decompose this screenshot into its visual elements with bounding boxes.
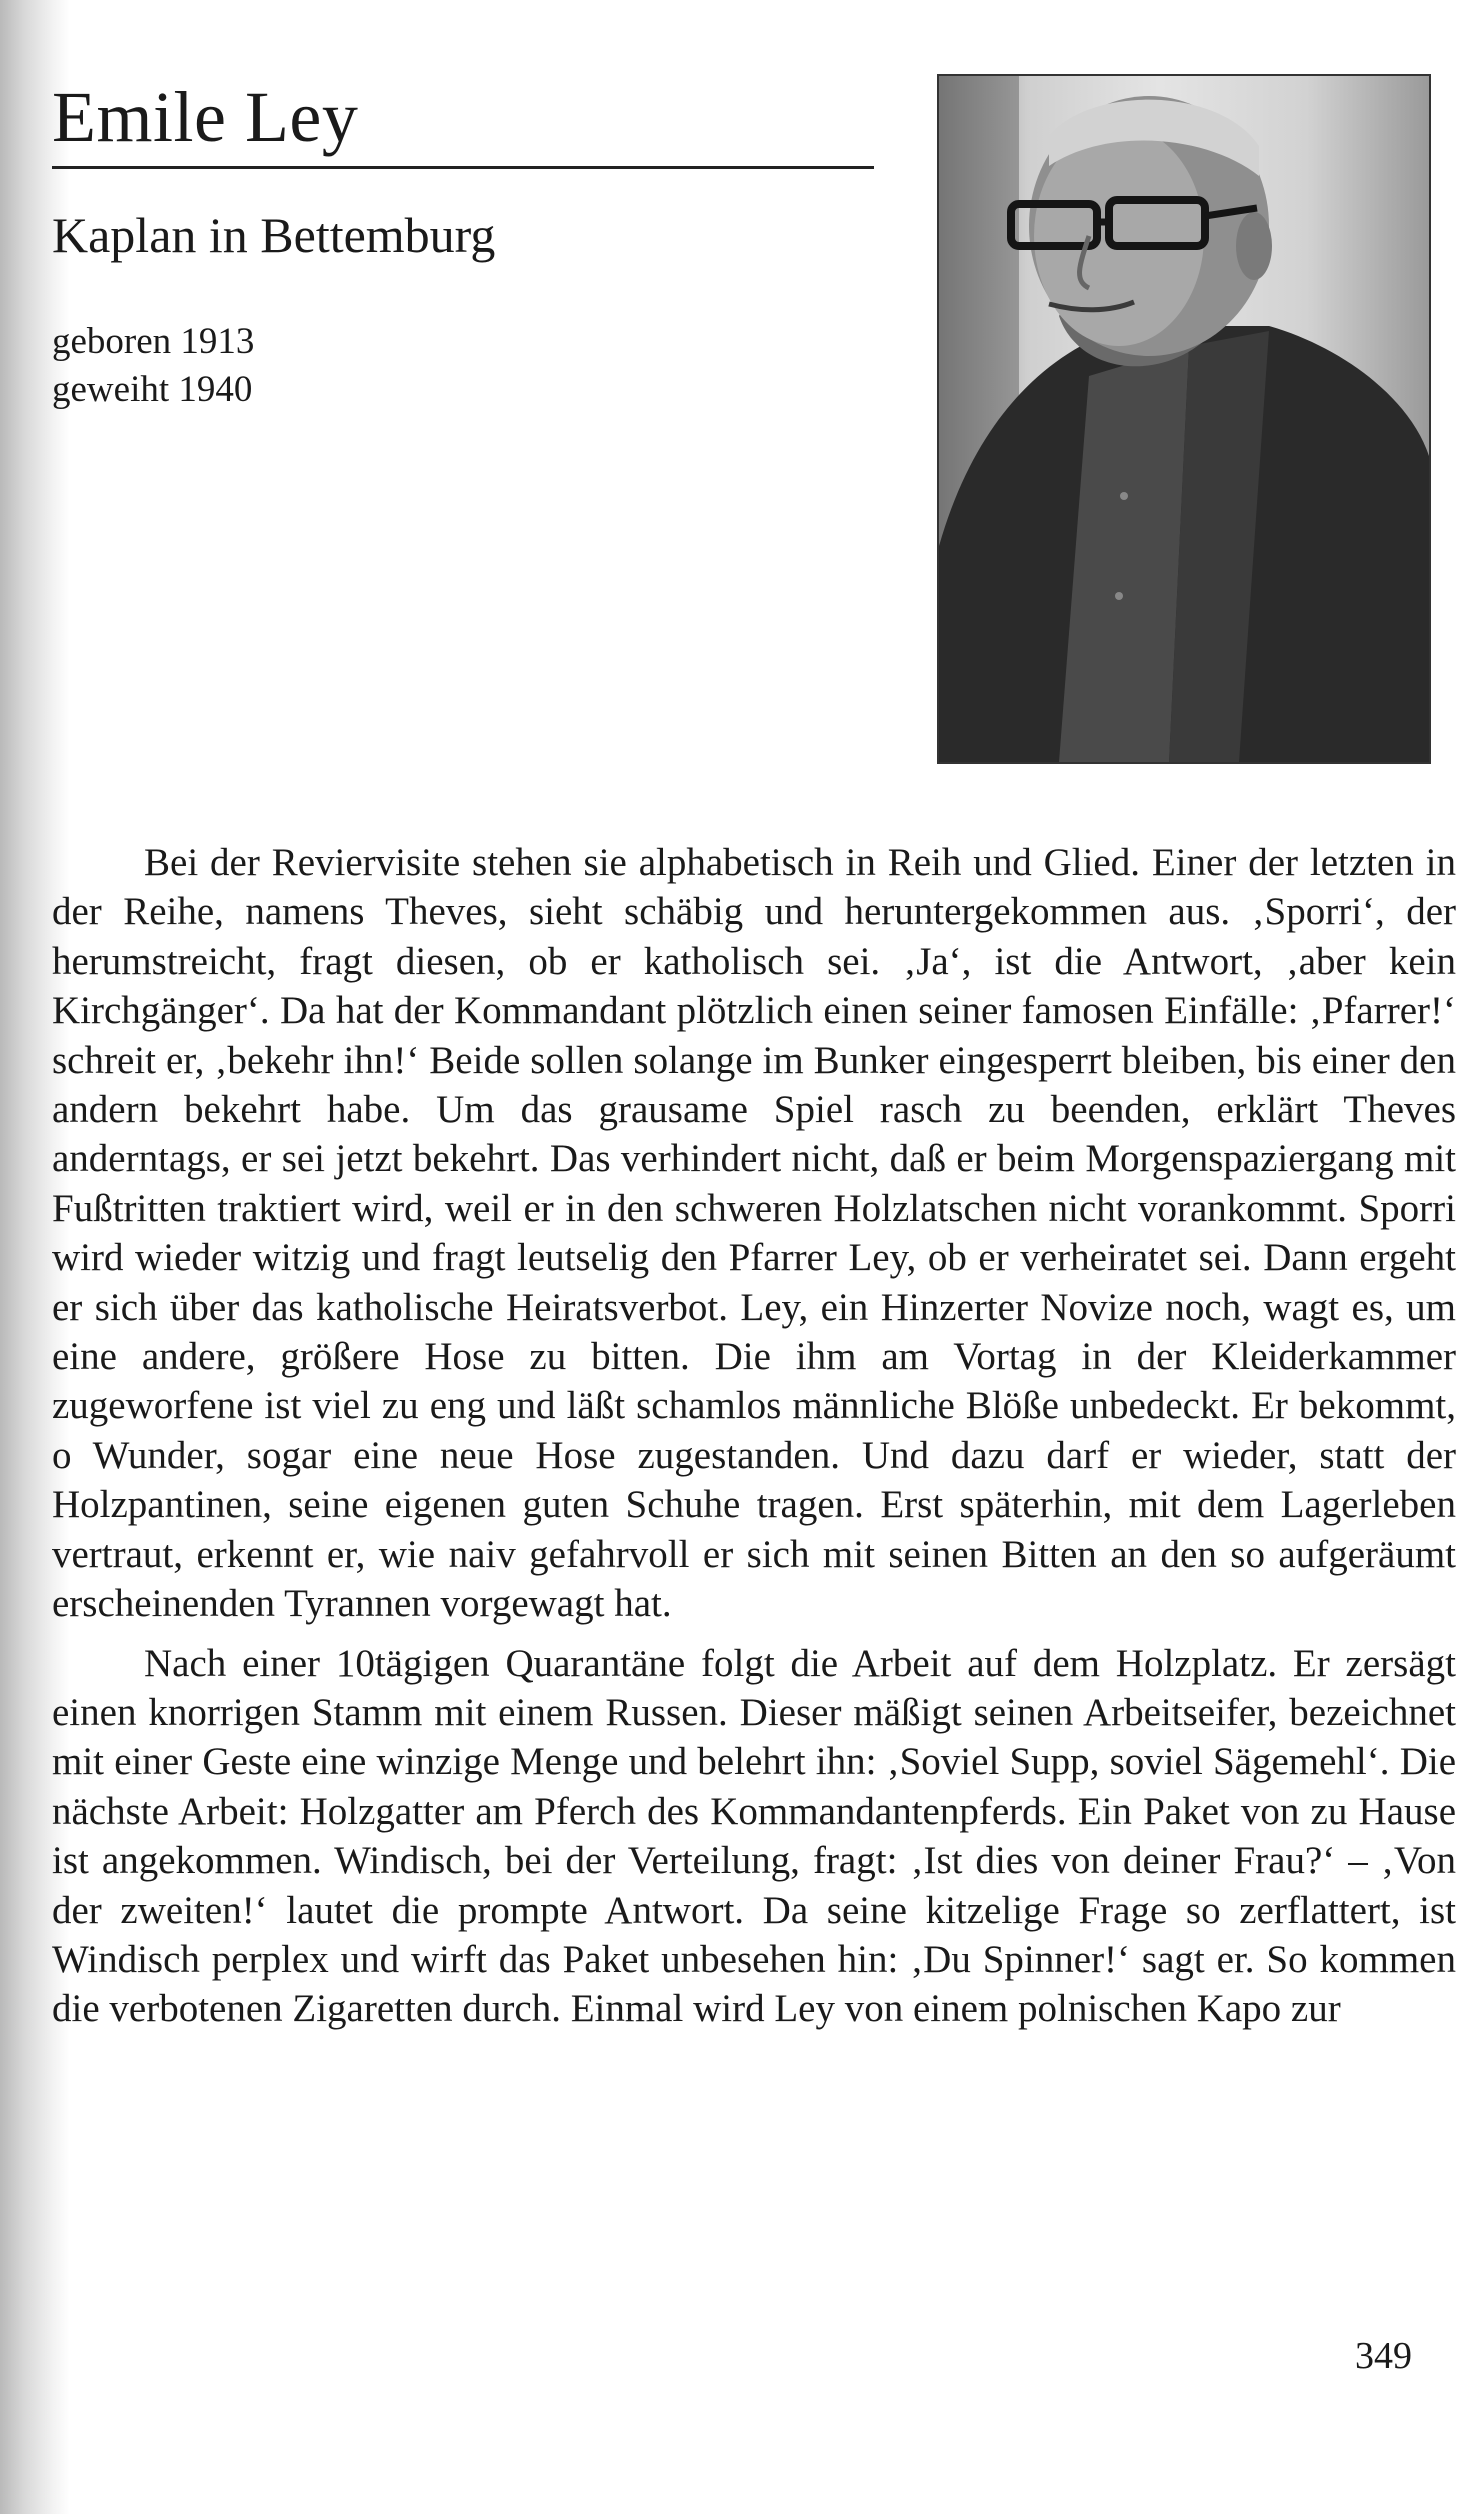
birth-year: geboren 1913 bbox=[52, 321, 255, 362]
portrait-photo-icon bbox=[939, 76, 1429, 762]
paragraph: Nach einer 10tägigen Quarantäne folgt die Arbeit auf dem Holzplatz. Er zersägt einen knorrigen Stamm mit einem Russen. Dieser mäßigt seinen Arbeitseifer, bezeichnet mit einer Geste eine winzige Menge und belehrt ihn: ‚Soviel Supp, soviel Sägemehl‘. Die nächste Arbeit: Holzgatter am Pferch des Kommandantenpferds. Ein Paket von zu Hause ist angekommen. Windisch, bei der Verteilung, fragt: ‚Ist dies von deiner Frau?‘ – ‚Von der zweiten!‘ lautet die prompte Antwort. Da seine kitzelige Frage so zerflattert, ist Windisch perplex und wirft das Paket unbesehen hin: ‚Du Spinner!‘ sagt er. So kommen die verbotenen Zigaretten durch. Einmal wird Ley von einem polnischen Kapo zur bbox=[52, 1641, 1456, 2031]
article-body bbox=[52, 838, 1456, 2034]
biographical-dates bbox=[52, 318, 254, 414]
page-title: Emile Ley bbox=[52, 77, 359, 157]
portrait-photo bbox=[937, 74, 1431, 764]
page-number: 349 bbox=[1355, 2335, 1412, 2377]
subtitle-role: Kaplan in Bettemburg bbox=[52, 207, 496, 263]
paragraph: Bei der Reviervisite stehen sie alphabetisch in Reih und Glied. Einer der letzten in der Reihe, namens Theves, sieht schäbig und heruntergekommen aus. ‚Sporri‘, der herumstreicht, fragt diesen, ob er katholisch sei. ‚Ja‘, ist die Antwort, ‚aber kein Kirchgänger‘. Da hat der Kommandant plötzlich einen seiner famosen Einfälle: ‚Pfarrer!‘ schreit er, ‚bekehr ihn!‘ Beide sollen solange im Bunker eingesperrt bleiben, bis einer den andern bekehrt habe. Um das grausame Spiel rasch zu beenden, erklärt Theves anderntags, er sei jetzt bekehrt. Das verhindert nicht, daß er beim Morgenspaziergang mit Fußtritten traktiert wird, weil er in den schweren Holzlatschen nicht vorankommt. Sporri wird wieder witzig und fragt leutselig den Pfarrer Ley, ob er verheiratet sei. Dann ergeht er sich über das katholische Heiratsverbot. Ley, ein Hinzerter Novize noch, wagt es, um eine andere, größere Hose zu bitten. Die ihm am Vortag in der Kleiderkammer zugeworfene ist viel zu eng und läßt schamlos männliche Blöße unbedeckt. Er bekommt, o Wunder, sogar eine neue Hose zugestanden. Und dazu darf er wieder, statt der Holzpantinen, seine eigenen guten Schuhe tragen. Erst späterhin, mit dem Lagerleben vertraut, erkennt er, wie naiv gefahrvoll er sich mit seinen Bitten an den so aufgeräumt erscheinenden Tyrannen vorgewagt hat. bbox=[52, 841, 1456, 1626]
title-divider bbox=[52, 166, 874, 169]
ordination-year: geweiht 1940 bbox=[52, 369, 253, 410]
